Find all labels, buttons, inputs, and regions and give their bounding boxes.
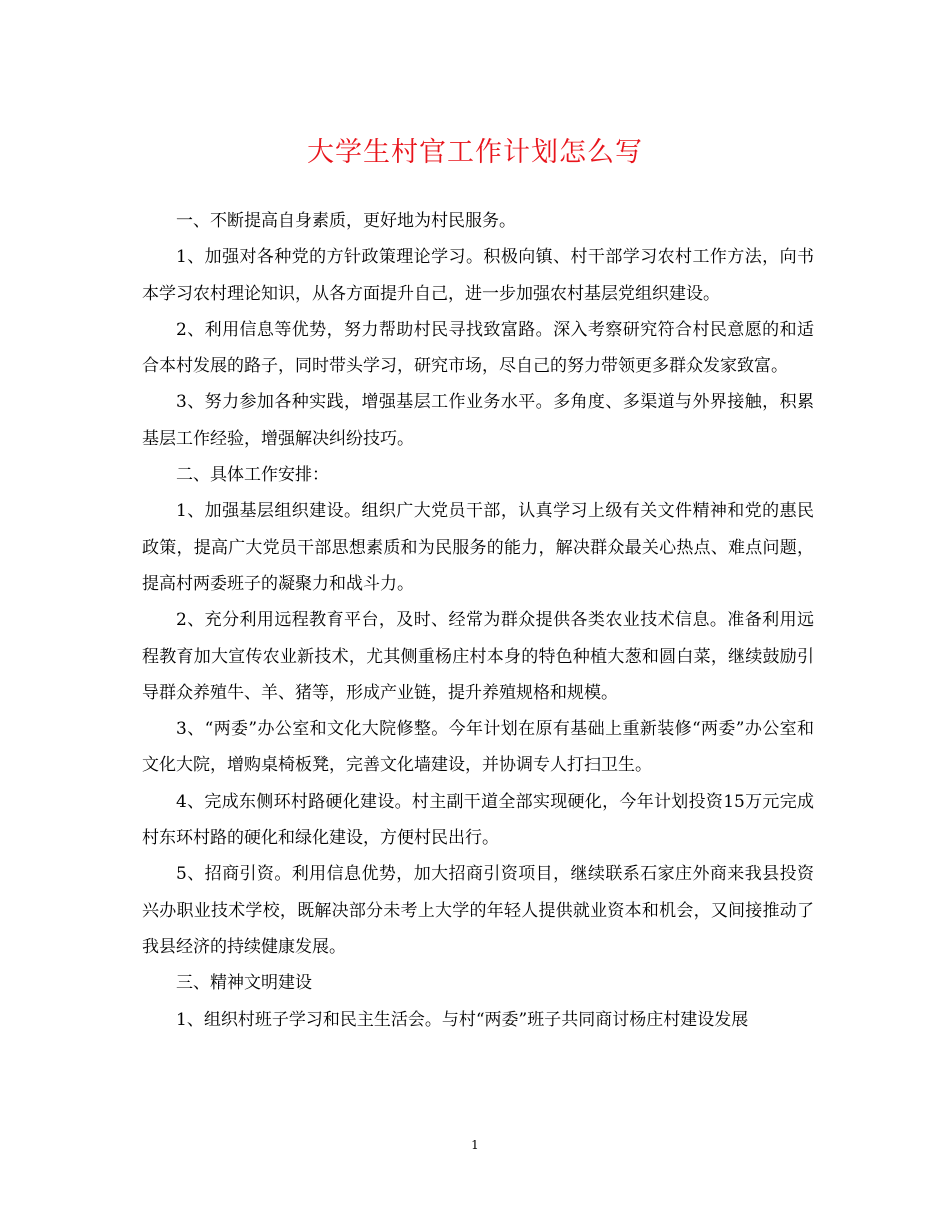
paragraph: 2、充分利用远程教育平台，及时、经常为群众提供各类农业技术信息。准备利用远程教育加大宣传农业新技术，尤其侧重杨庄村本身的特色种植大葱和圆白菜，继续鼓励引导群众养殖牛、羊、猪等，形成产业链，提升养殖规格和规模。: [142, 610, 814, 703]
paragraph: 3、努力参加各种实践，增强基层工作业务水平。多角度、多渠道与外界接触，积累基层工作经验，增强解决纠纷技巧。: [142, 392, 814, 449]
section-heading: 三、精神文明建设: [176, 973, 312, 994]
paragraph: 1、加强基层组织建设。组织广大党员干部，认真学习上级有关文件精神和党的惠民政策，提高广大党员干部思想素质和为民服务的能力，解决群众最关心热点、难点问题，提高村两委班子的凝聚力和战斗力。: [142, 501, 814, 594]
paragraph: 5、招商引资。利用信息优势，加大招商引资项目，继续联系石家庄外商来我县投资兴办职业技术学校，既解决部分未考上大学的年轻人提供就业资本和机会，又间接推动了我县经济的持续健康发展。: [142, 864, 814, 957]
paragraph: 3、“两委”办公室和文化大院修整。今年计划在原有基础上重新装修“两委”办公室和文化大院，增购桌椅板凳，完善文化墙建设，并协调专人打扫卫生。: [142, 719, 814, 776]
paragraph: 4、完成东侧环村路硬化建设。村主副干道全部实现硬化，今年计划投资15万元完成村东环村路的硬化和绿化建设，方便村民出行。: [142, 791, 814, 849]
paragraph: 2、利用信息等优势，努力帮助村民寻找致富路。深入考察研究符合村民意愿的和适合本村发展的路子，同时带头学习，研究市场，尽自己的努力带领更多群众发家致富。: [142, 319, 814, 377]
document-title: 大学生村官工作计划怎么写: [307, 137, 643, 168]
page-number: 1: [471, 1138, 479, 1152]
section-heading: 一、不断提高自身素质，更好地为村民服务。: [176, 211, 516, 231]
section-heading: 二、具体工作安排：: [176, 465, 329, 486]
paragraph: 1、组织村班子学习和民主生活会。与村“两委”班子共同商讨杨庄村建设发展: [176, 1009, 749, 1030]
paragraph: 1、加强对各种党的方针政策理论学习。积极向镇、村干部学习农村工作方法，向书本学习农村理论知识，从各方面提升自己，进一步加强农村基层党组织建设。: [142, 247, 814, 304]
document-body: [142, 203, 814, 1038]
